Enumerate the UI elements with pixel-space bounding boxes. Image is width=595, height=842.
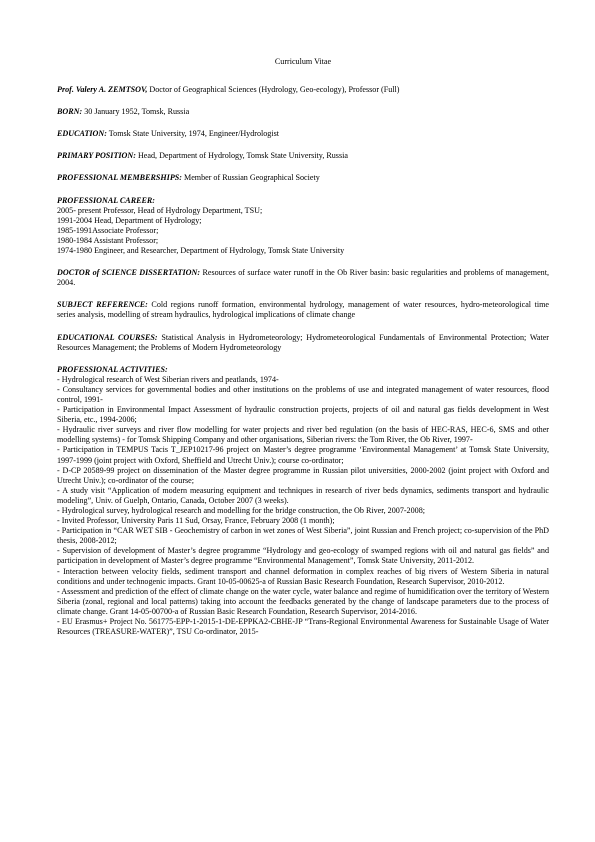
activity-item: - Hydrological survey, hydrological research and modelling for the bridge construction, the Ob River, 2007-2008;: [57, 506, 425, 515]
name-text: Doctor of Geographical Sciences (Hydrology, Geo-ecology), Professor (Full): [147, 85, 400, 95]
activity-item: - Invited Professor, University Paris 11 Sud, Orsay, France, February 2008 (1 month);: [57, 516, 335, 526]
career-section: [57, 196, 549, 257]
activities-section: [57, 365, 549, 638]
activity-item: - Hydrological research of West Siberian rivers and peatlands, 1974-: [57, 374, 279, 384]
courses-label: EDUCATIONAL COURSES:: [57, 332, 158, 342]
dissertation-text: Resources of surface water runoff in the Ob River basin: basic regularities and problems of management, 2004.: [57, 268, 549, 288]
career-entry: 2005- present Professor, Head of Hydrology Department, TSU;: [57, 205, 263, 215]
education-text: Tomsk State University, 1974, Engineer/Hydrologist: [106, 129, 280, 139]
career-entry: 1991-2004 Head, Department of Hydrology;: [57, 215, 202, 225]
activity-item: - Supervision of development of Master’s degree programme “Hydrology and geo-ecology of swamped regions with oil and natural gas fields” and participation in development of Master’s degree programme “Environmental Management”, Tomsk State University, 2011-2012.: [57, 546, 549, 566]
born-text: 30 January 1952, Tomsk, Russia: [82, 107, 190, 117]
memberships-label: PROFESSIONAL MEMBERSHIPS:: [57, 173, 182, 183]
born-line: [57, 107, 549, 117]
courses-text: Statistical Analysis in Hydrometeorology; Hydrometeorological Fundamentals of Environmental Protection; Water Resources Management; the Problems of Modern Hydrometeorology: [57, 332, 550, 352]
education-label: EDUCATION:: [57, 129, 107, 139]
name-line: [57, 85, 549, 95]
activity-item: - Interaction between velocity fields, sediment transport and channel deformation in complex reaches of big rivers of Western Siberia in natural conditions and under technogenic impacts. Grant 10-05-00625-a of Russian Basic Research Foundation, Research Supervisor, 2010-2012.: [57, 566, 549, 586]
document-title: Curriculum Vitae: [274, 57, 332, 66]
activity-item: - A study visit “Application of modern measuring equipment and techniques in research of river beds dynamics, sediments transport and hydraulic modeling”, Univ. of Guelph, Ontario, Canada, October 2007 (3 weeks).: [57, 485, 549, 505]
memberships-text: Member of Russian Geographical Society: [181, 173, 320, 183]
primary-position-line: [57, 151, 549, 161]
subject-reference-label: SUBJECT REFERENCE:: [57, 300, 148, 310]
name-label: Prof. Valery A. ZEMTSOV,: [57, 85, 148, 95]
career-entry: 1974-1980 Engineer, and Researcher, Department of Hydrology, Tomsk State University: [57, 246, 345, 256]
memberships-line: [57, 173, 549, 183]
activity-item: - Hydraulic river surveys and river flow modelling for water projects and river bed regulation (on the basis of HEC-RAS, HEC-6, SMS and other modelling systems) - for Tomsk Shipping Company and other organisations, Siberian rivers: the Tom River, the Ob River, 1997-: [57, 425, 549, 445]
activity-item: - EU Erasmus+ Project No. 561775-EPP-1-2015-1-DE-EPPKA2-CBHE-JP “Trans-Regional Environmental Awareness for Sustainable Usage of Water Resources (TREASURE-WATER)”, TSU Co-ordinator, 2015-: [57, 617, 549, 637]
cv-page: [57, 57, 549, 637]
activity-item: - Assessment and prediction of the effect of climate change on the water cycle, water balance and regime of humidification over the territory of Western Siberia (zonal, regional and local patterns) taking into account the feedbacks generated by the change of landscape parameters due to the process of climate change. Grant 14-05-00700-a of Russian Basic Research Foundation, Research Supervisor, 2014-2016.: [57, 586, 549, 616]
activities-title: PROFESSIONAL ACTIVITIES:: [57, 364, 168, 374]
career-title: PROFESSIONAL CAREER:: [57, 195, 155, 205]
activity-item: - Participation in Environmental Impact Assessment of hydraulic construction projects, projects of oil and natural gas fields development in West Siberia, etc., 1994-2006;: [57, 405, 549, 425]
career-entry: 1985-1991Associate Professor;: [57, 225, 159, 235]
subject-reference-text: Cold regions runoff formation, environmental hydrology, management of water resources, hydro-meteorological time series analysis, modelling of stream hydraulics, hydrological implications of climate change: [57, 300, 549, 320]
courses-line: [57, 333, 549, 353]
activity-item: - Participation in “CAR WET SIB - Geochemistry of carbon in wet zones of West Siberia”, joint Russian and French project; co-supervision of the PhD thesis, 2008-2012;: [57, 526, 549, 546]
born-label: BORN:: [57, 107, 83, 117]
dissertation-label: DOCTOR of SCIENCE DISSERTATION:: [57, 268, 201, 278]
activity-item: - Participation in TEMPUS Tacis T_JEP10217-96 project on Master’s degree programme ‘Environmental Management’ at Tomsk State University, 1997-1999 (joint project with Oxford, Sheffield and Utrecht Univ.); course co-ordinator;: [57, 445, 549, 465]
subject-reference-line: [57, 300, 549, 320]
primary-position-text: Head, Department of Hydrology, Tomsk State University, Russia: [135, 151, 348, 161]
primary-position-label: PRIMARY POSITION:: [57, 151, 136, 161]
education-line: [57, 129, 549, 139]
career-entry: 1980-1984 Assistant Professor;: [57, 235, 159, 245]
activity-item: - Consultancy services for governmental bodies and other institutions on the problems of use and integrated management of water resources, flood control, 1991-: [57, 384, 549, 404]
dissertation-line: [57, 268, 549, 288]
activity-item: - D-CP 20589-99 project on dissemination of the Master degree programme in Russian pilot universities, 2000-2002 (joint project with Oxford and Utrecht Univ.); co-ordinator of the course;: [57, 465, 549, 485]
